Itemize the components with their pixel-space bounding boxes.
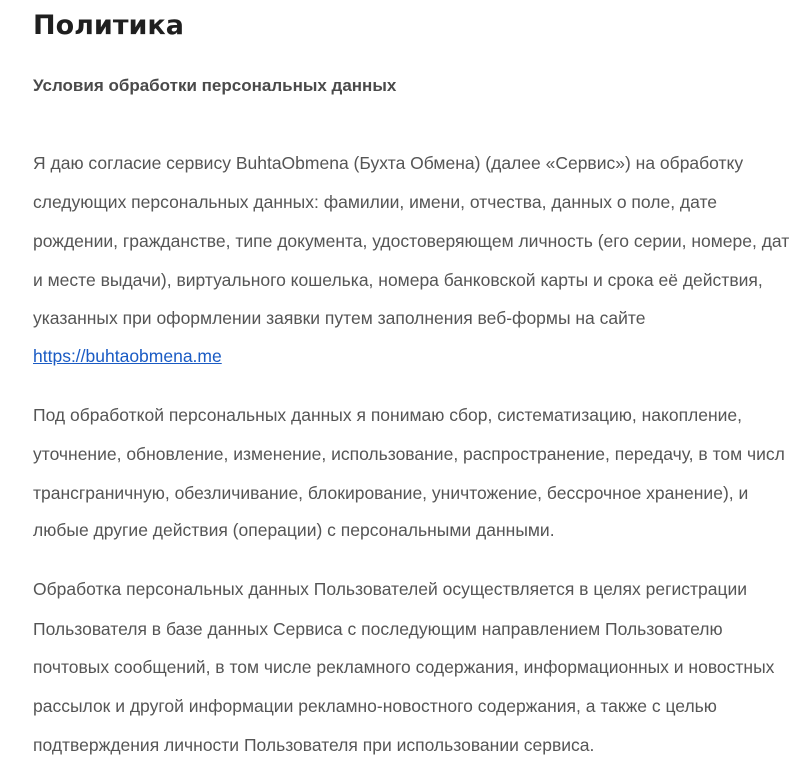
paragraph-line: любые другие действия (операции) с персональными данными. <box>33 520 555 540</box>
paragraph-line <box>33 344 222 368</box>
paragraph-line: указанных при оформлении заявки путем заполнения веб-формы на сайте <box>33 308 646 328</box>
paragraph-line: следующих персональных данных: фамилии, имени, отчества, данных о поле, дате <box>33 192 718 212</box>
paragraph-line: Пользователя в базе данных Сервиса с последующим направлением Пользователю <box>33 619 723 639</box>
paragraph-line: трансграничную, обезличивание, блокирование, уничтожение, бессрочное хранение), и <box>33 483 749 503</box>
paragraph-line: Под обработкой персональных данных я понимаю сбор, систематизацию, накопление, <box>33 405 743 425</box>
paragraph-line: почтовых сообщений, в том числе рекламного содержания, информационных и новостных <box>33 657 775 677</box>
page-title: Политика <box>33 10 184 41</box>
paragraph-line: подтверждения личности Пользователя при использовании сервиса. <box>33 735 595 755</box>
paragraph-line: Я даю согласие сервису BuhtaObmena (Бухта Обмена) (далее «Сервис») на обработку <box>33 153 744 173</box>
paragraph-line: уточнение, обновление, изменение, использование, распространение, передачу, в том числ <box>33 444 785 464</box>
paragraph-line: Обработка персональных данных Пользователей осуществляется в целях регистрации <box>33 579 748 599</box>
paragraph-line: рождении, гражданстве, типе документа, удостоверяющем личность (его серии, номере, дат <box>33 231 790 251</box>
paragraph-line: рассылок и другой информации рекламно-новостного содержания, а также с целью <box>33 696 717 716</box>
paragraph-line: и месте выдачи), виртуального кошелька, номера банковской карты и срока её действия, <box>33 270 763 290</box>
site-link[interactable]: https://buhtaobmena.me <box>33 346 222 366</box>
section-subtitle: Условия обработки персональных данных <box>33 76 397 95</box>
